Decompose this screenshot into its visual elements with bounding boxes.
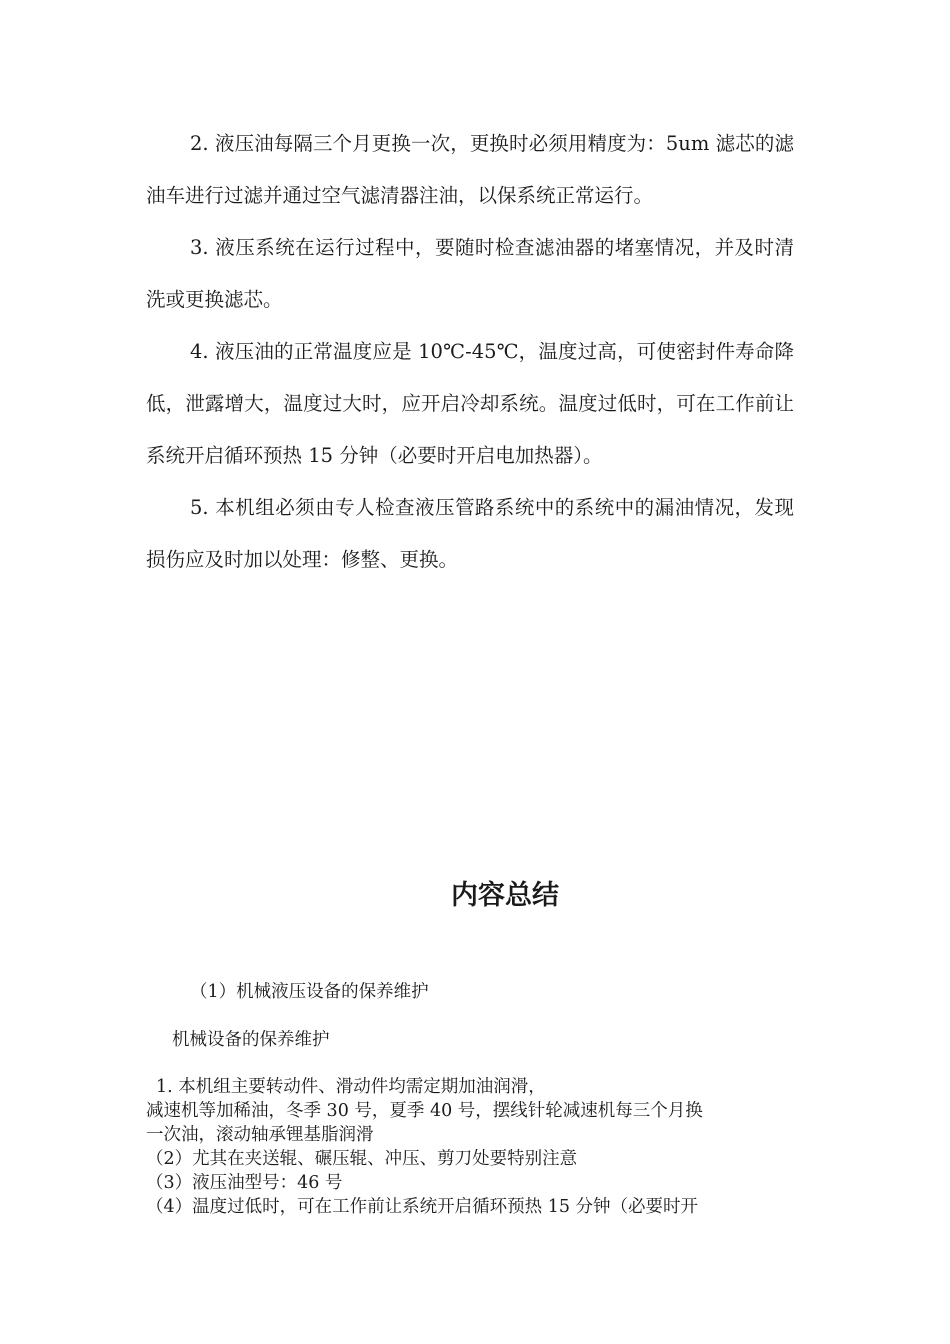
summary-list — [146, 1075, 794, 1219]
summary-subheading-hydraulic: （1）机械液压设备的保养维护 — [190, 982, 429, 1002]
list-item: 减速机等加稀油，冬季 30 号，夏季 40 号，摆线针轮减速机每三个月换 — [146, 1101, 703, 1121]
list-item: 一次油，滚动轴承锂基脂润滑 — [146, 1125, 374, 1145]
list-item: （3）液压油型号：46 号 — [146, 1173, 343, 1193]
list-item: （2）尤其在夹送辊、碾压辊、冲压、剪刀处要特别注意 — [146, 1149, 578, 1169]
paragraph-oil-temperature: 4. 液压油的正常温度应是 10℃-45℃，温度过高，可使密封件寿命降低，泄露增大，温度过大时，应开启冷却系统。温度过低时，可在工作前让系统开启循环预热 15 分钟（必要时开启电加热器）。 — [146, 340, 794, 467]
paragraph-filter-check: 3. 液压系统在运行过程中，要随时检查滤油器的堵塞情况，并及时清洗或更换滤芯。 — [146, 236, 794, 311]
maintenance-instructions — [146, 118, 794, 586]
summary-title: 内容总结 — [451, 880, 559, 911]
summary-subheading-mechanical: 机械设备的保养维护 — [172, 1030, 330, 1050]
list-item: （4）温度过低时，可在工作前让系统开启循环预热 15 分钟（必要时开 — [146, 1197, 699, 1217]
paragraph-oil-change: 2. 液压油每隔三个月更换一次，更换时必须用精度为：5um 滤芯的滤油车进行过滤并通过空气滤清器注油，以保系统正常运行。 — [146, 132, 794, 207]
paragraph-leak-inspection: 5. 本机组必须由专人检查液压管路系统中的系统中的漏油情况，发现损伤应及时加以处理：修整、更换。 — [146, 496, 794, 571]
list-item: 1. 本机组主要转动件、滑动件均需定期加油润滑， — [156, 1077, 546, 1097]
